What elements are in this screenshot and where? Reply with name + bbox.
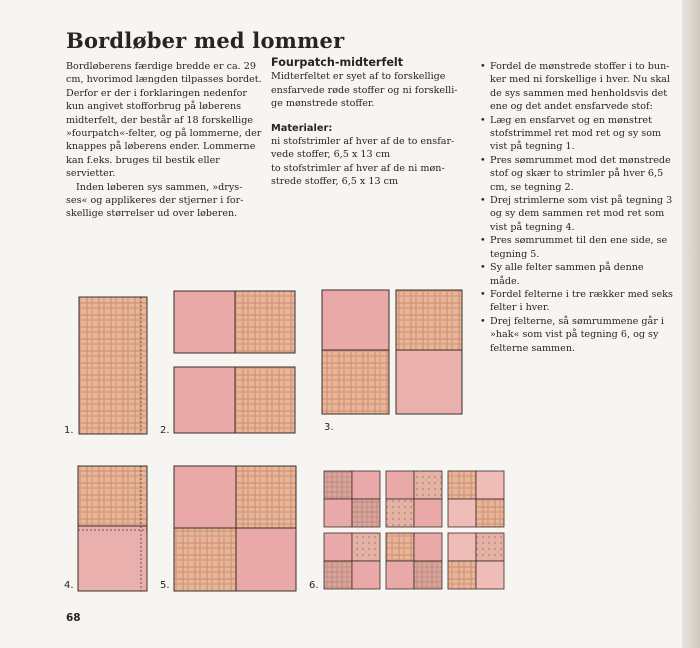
fourpatch-block [386, 533, 442, 589]
figure-label-4: 4. [64, 580, 74, 591]
page-title: Bordløber med lommer [66, 28, 345, 53]
figure-label-1: 1. [64, 425, 74, 436]
page-number: 68 [66, 612, 81, 624]
figure-label-5: 5. [160, 580, 170, 591]
materials-title: Materialer: [271, 122, 333, 134]
figure-label-3: 3. [324, 422, 334, 433]
step-item: • Drej strimlerne som vist på tegning 3 og sy dem sammen ret mod ret som vist på tegning 4. [480, 194, 676, 234]
fourpatch-block [324, 471, 380, 527]
figure-label-2: 2. [160, 425, 170, 436]
page-gutter [682, 0, 700, 648]
figure-3 [322, 290, 462, 414]
fourpatch-block [448, 471, 504, 527]
step-item: • Fordel felterne i tre rækker med seks felter i hver. [480, 288, 676, 315]
step-item: • Pres sømrummet mod det mønstrede stof og skær to strimler på hver 6,5 cm, se tegning 2. [480, 154, 676, 194]
fourpatch-heading: Fourpatch-midterfelt [271, 56, 404, 69]
step-item: • Drej felterne, så sømrummene går i »hak« som vist på tegning 6, og sy felterne sammen. [480, 315, 676, 355]
intro-paragraph-1: Bordløberens færdige bredde er ca. 29 cm, hvorimod længden tilpasses bordet. Derfor er der i forklaringen nedenfor kun angivet stofforbrug på løberens midterfelt, der består af 18 forskellige »fourpatch«-felter, og på lommerne, der knappes på løberens ender. Lommerne kan f.eks. bruges til bestik eller servietter. [66, 61, 262, 180]
fourpatch-block [448, 533, 504, 589]
step-item: • Fordel de mønstrede stoffer i to bun-ker med ni forskellige i hver. Nu skal de sys sammen med henholdsvis det ene og det andet ensfarvede stof: [480, 60, 676, 114]
step-item: • Læg en ensfarvet og en mønstret stofstrimmel ret mod ret og sy som vist på tegning 1. [480, 114, 676, 154]
figure-5 [174, 466, 296, 591]
figure-2 [174, 291, 295, 433]
step-item: • Pres sømrummet til den ene side, se tegning 5. [480, 234, 676, 261]
figure-1 [79, 297, 147, 434]
step-item: • Sy alle felter sammen på denne måde. [480, 261, 676, 288]
figure-6 [324, 471, 504, 589]
fourpatch-block [386, 471, 442, 527]
fourpatch-text: Midterfeltet er syet af to forskellige ensfarvede røde stoffer og ni forskelli-ge mønstrede stoffer. [271, 71, 458, 110]
figure-4 [78, 466, 147, 591]
fourpatch-block [324, 533, 380, 589]
materials-line-1: ni stofstrimler af hver af de to ensfar-vede stoffer, 6,5 x 13 cm [271, 136, 455, 161]
figure-label-6: 6. [309, 580, 319, 591]
intro-paragraph-2: Inden løberen sys sammen, »drys-ses« og applikeres der stjerner i for-skellige størrelser ud over løberen. [66, 181, 244, 220]
materials-line-2: to stofstrimler af hver af de ni møn-strede stoffer, 6,5 x 13 cm [271, 162, 445, 188]
